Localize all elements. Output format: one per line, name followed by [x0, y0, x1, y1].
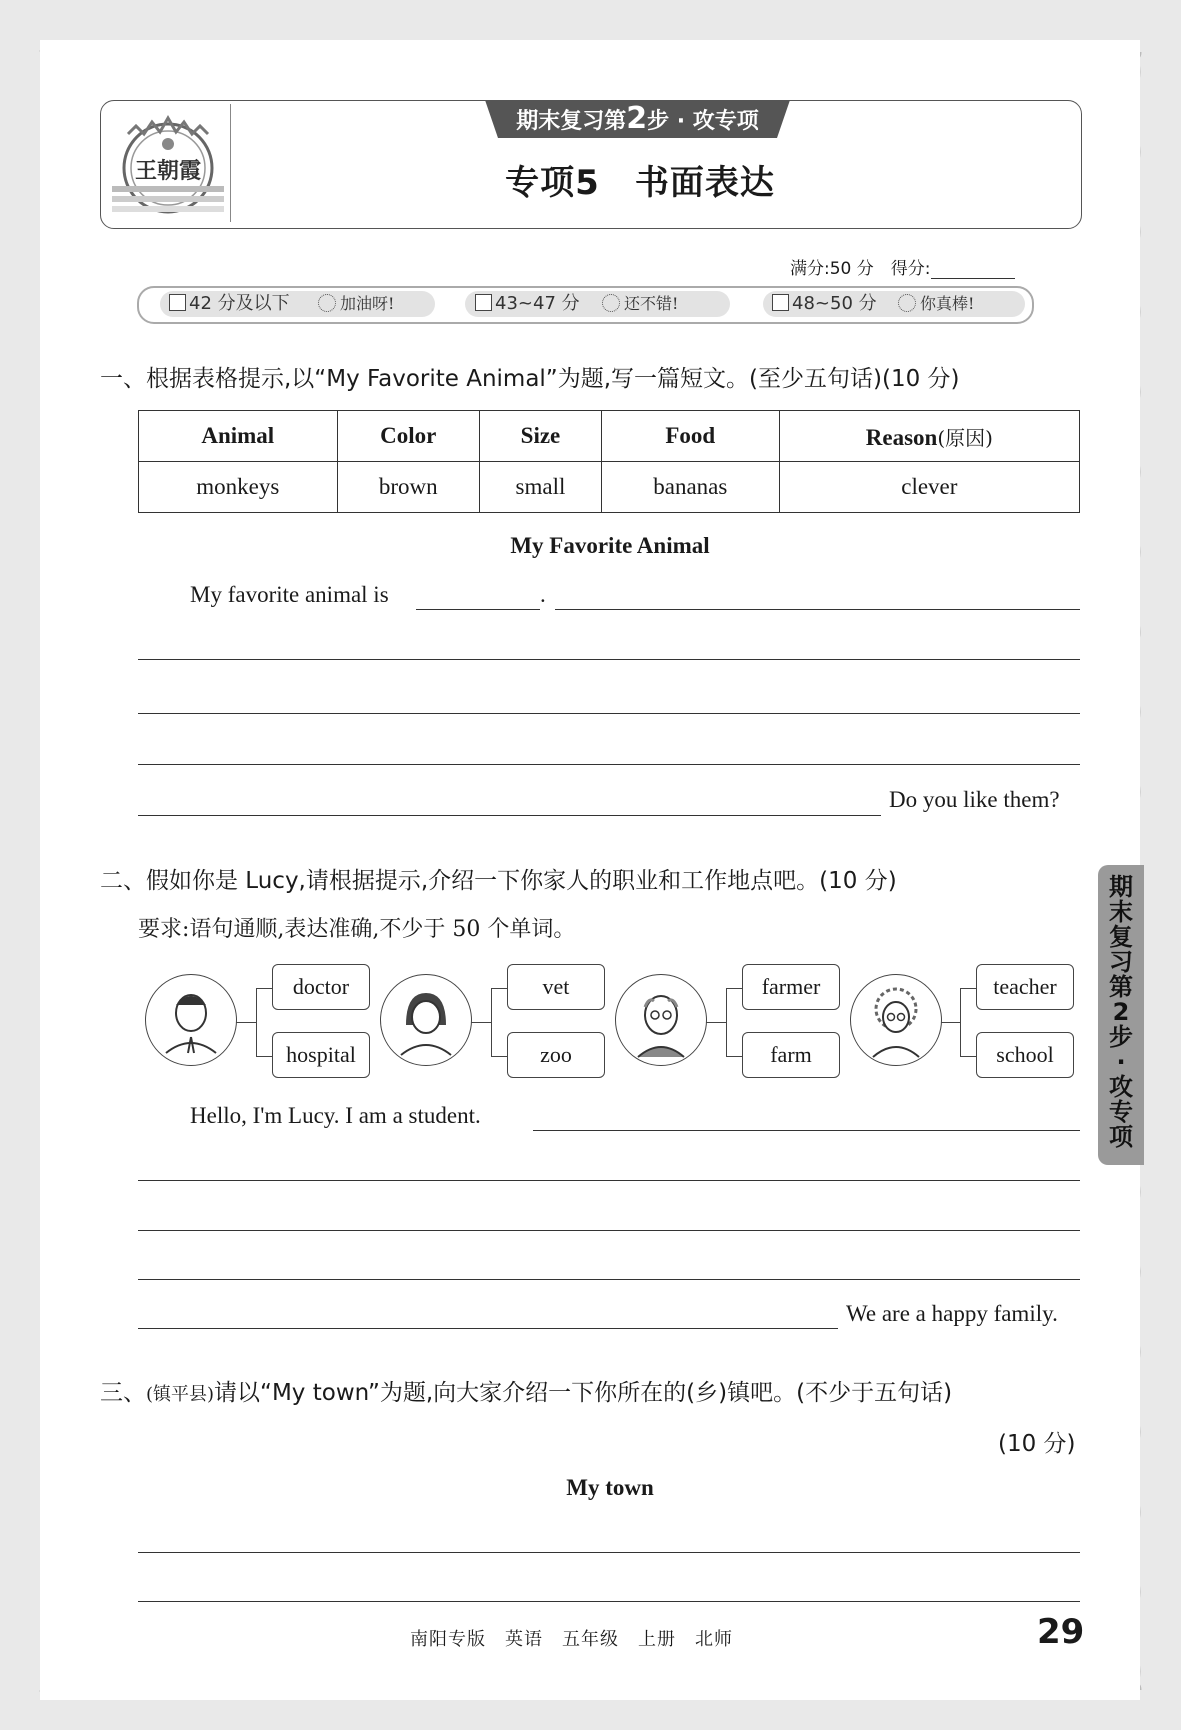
page-number: 29	[1037, 1612, 1085, 1652]
writing-line[interactable]	[138, 713, 1080, 714]
answer-blank[interactable]	[416, 609, 540, 610]
table-header-cell-reason: Reason(原因)	[779, 411, 1079, 462]
connector	[256, 988, 257, 1056]
question-1-title: 一、根据表格提示,以“My Favorite Animal”为题,写一篇短文。(至少五句话)(10 分)	[100, 366, 960, 392]
animal-hint-table	[138, 410, 1080, 513]
grade-item-1: 42 分及以下	[169, 290, 290, 318]
father-portrait-icon	[145, 974, 237, 1066]
connector	[941, 1022, 960, 1023]
essay-1-start-sentence: My favorite animal is	[190, 582, 389, 607]
step-banner-text: 期末复习第2步 · 攻专项	[516, 101, 759, 136]
connector	[471, 1022, 491, 1023]
writing-line[interactable]	[533, 1130, 1080, 1131]
table-header-row	[139, 411, 1080, 462]
table-header-cell: Color	[337, 411, 480, 462]
writing-line[interactable]	[138, 659, 1080, 660]
table-header-cell: Food	[601, 411, 779, 462]
grade-item-3: 48~50 分	[772, 290, 877, 318]
connector	[960, 1056, 976, 1057]
connector	[491, 988, 492, 1056]
smiley-icon	[318, 294, 336, 312]
logo-divider	[230, 104, 231, 222]
writing-line[interactable]	[138, 815, 881, 816]
connector	[960, 988, 976, 989]
page-title: 专项5 书面表达	[505, 163, 775, 203]
writing-line[interactable]	[138, 1230, 1080, 1231]
smiley-icon	[898, 294, 916, 312]
job-tag: doctor	[272, 964, 370, 1010]
footer-info: 南阳专版 英语 五年级 上册 北师	[410, 1629, 733, 1650]
connector	[726, 1056, 742, 1057]
place-tag: hospital	[272, 1032, 370, 1078]
connector	[236, 1022, 256, 1023]
essay-2-start-sentence: Hello, I'm Lucy. I am a student.	[190, 1103, 481, 1128]
job-tag: farmer	[742, 964, 840, 1010]
smiley-icon	[602, 294, 620, 312]
table-cell: bananas	[601, 462, 779, 513]
writing-line[interactable]	[138, 764, 1080, 765]
side-tab-text: 期 末 复 习 第 2 步 · 攻 专 项	[1109, 873, 1133, 1151]
essay-3-title: My town	[566, 1475, 654, 1500]
question-2-title: 二、假如你是 Lucy,请根据提示,介绍一下你家人的职业和工作地点吧。(10 分)	[100, 868, 897, 894]
mother-portrait-icon	[380, 974, 472, 1066]
svg-text:王朝霞: 王朝霞	[134, 158, 202, 184]
writing-line[interactable]	[138, 1552, 1080, 1553]
writing-line[interactable]	[138, 1279, 1080, 1280]
grade-cheer-1: 加油呀!	[318, 290, 394, 318]
grade-cheer-3: 你真棒!	[898, 290, 974, 318]
publisher-logo	[108, 106, 228, 222]
table-row	[139, 462, 1080, 513]
connector	[726, 988, 742, 989]
grandmother-portrait-icon	[850, 974, 942, 1066]
question-2-requirement: 要求:语句通顺,表达准确,不少于 50 个单词。	[138, 917, 576, 942]
connector	[256, 1056, 272, 1057]
writing-line[interactable]	[555, 609, 1080, 610]
table-header-cell: Size	[480, 411, 602, 462]
connector	[256, 988, 272, 989]
essay-1-end-sentence: Do you like them?	[889, 787, 1060, 812]
writing-line[interactable]	[138, 1601, 1080, 1602]
grade-item-2: 43~47 分	[475, 290, 580, 318]
place-tag: zoo	[507, 1032, 605, 1078]
job-tag: vet	[507, 964, 605, 1010]
place-tag: farm	[742, 1032, 840, 1078]
place-tag: school	[976, 1032, 1074, 1078]
connector	[706, 1022, 726, 1023]
connector	[960, 988, 961, 1056]
table-cell: clever	[779, 462, 1079, 513]
table-cell: brown	[337, 462, 480, 513]
essay-2-end-sentence: We are a happy family.	[846, 1301, 1058, 1326]
period: .	[540, 582, 546, 607]
score-blank[interactable]	[931, 264, 1015, 279]
essay-1-title: My Favorite Animal	[510, 533, 710, 558]
score-line: 满分:50 分 得分:	[790, 254, 1015, 279]
table-header-cell: Animal	[139, 411, 338, 462]
grandfather-portrait-icon	[615, 974, 707, 1066]
question-3-points: (10 分)	[998, 1431, 1076, 1457]
writing-line[interactable]	[138, 1180, 1080, 1181]
writing-line[interactable]	[138, 1328, 838, 1329]
connector	[726, 988, 727, 1056]
checkbox[interactable]	[169, 294, 186, 311]
table-cell: small	[480, 462, 602, 513]
connector	[491, 988, 507, 989]
job-tag: teacher	[976, 964, 1074, 1010]
table-cell: monkeys	[139, 462, 338, 513]
connector	[491, 1056, 507, 1057]
checkbox[interactable]	[475, 294, 492, 311]
grade-cheer-2: 还不错!	[602, 290, 678, 318]
checkbox[interactable]	[772, 294, 789, 311]
question-3-title: 三、(镇平县)请以“My town”为题,向大家介绍一下你所在的(乡)镇吧。(不少于五句话)	[100, 1380, 953, 1406]
